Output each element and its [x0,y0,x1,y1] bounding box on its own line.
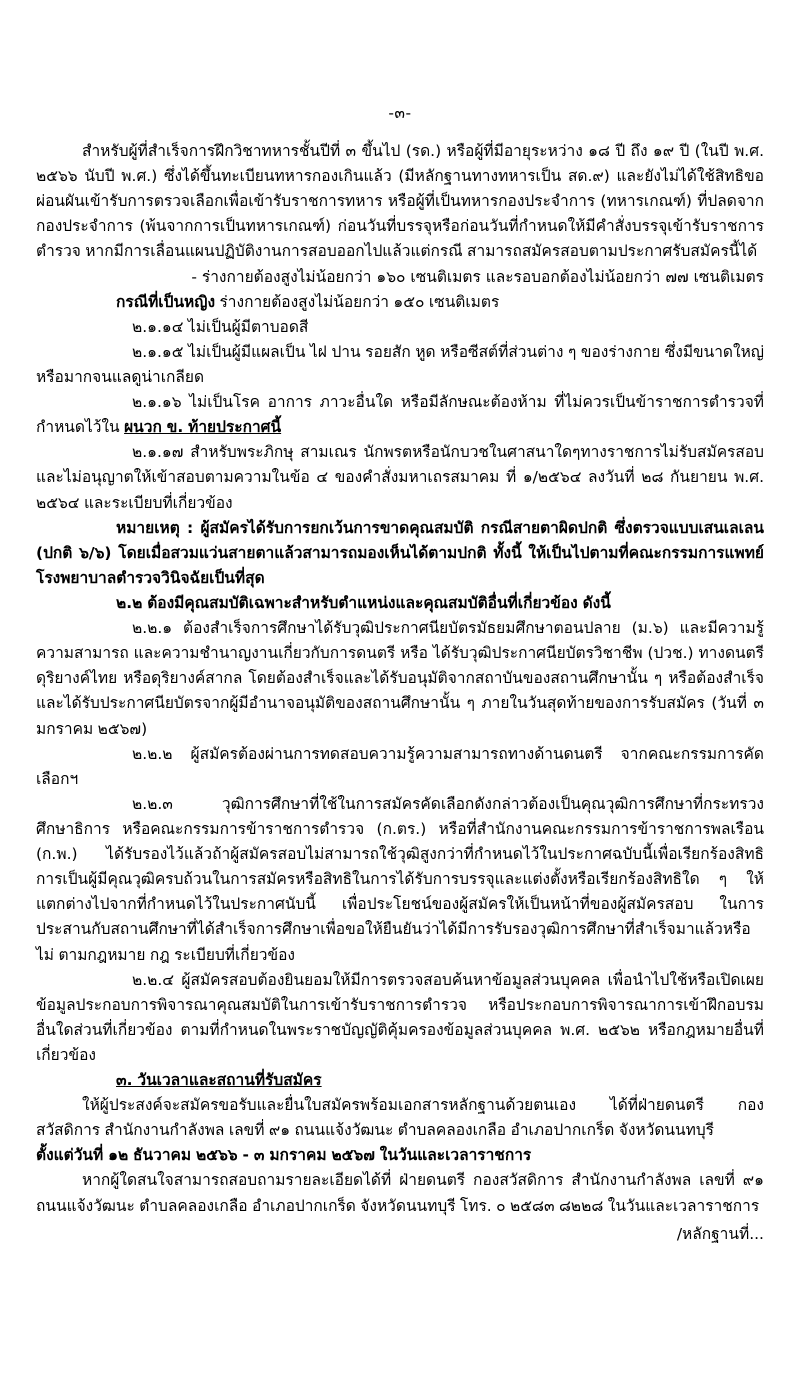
paragraph-2-2-2: ๒.๒.๒ ผู้สมัครต้องผ่านการทดสอบความรู้ความสามารถทางด้านดนตรี จากคณะกรรมการคัดเลือกฯ [36,744,764,788]
heading-2-2-specific-qualifications: ๒.๒ ต้องมีคุณสมบัติเฉพาะสำหรับตำแหน่งและคุณสมบัติอื่นที่เกี่ยวข้อง ดังนี้ [116,593,611,612]
paragraph-2-1-16-text-before: ๒.๑.๑๖ ไม่เป็นโรค อาการ ภาวะอื่นใด หรือมีลักษณะต้องห้าม ที่ไม่ควรเป็นข้าราชการตำรวจที่กำหนดไว้ใน [36,393,764,437]
paragraph-application-period: ตั้งแต่วันที่ ๑๒ ธันวาคม ๒๕๖๖ - ๓ มกราคม ๒๕๖๗ ในวันและเวลาราชการ [36,1146,532,1165]
page-number: -๓- [388,104,412,122]
female-case-text: ร่างกายต้องสูงไม่น้อยกว่า ๑๕๐ เซนติเมตร [215,292,500,311]
paragraph-intro-military-training: สำหรับผู้ที่สำเร็จการฝึกวิชาทหารชั้นปีที่ ๓ ขึ้นไป (รด.) หรือผู้ที่มีอายุระหว่าง ๑๘ ปี ถึง ๑๙ ปี (ในปี พ.ศ. ๒๕๖๖ นับปี พ.ศ.) ซึ่งได้ขึ้นทะเบียนทหารกองเกินแล้ว (มีหลักฐานทางทหารเป็น สด.๙) และยังไม่ได้ใช้สิทธิขอผ่อนผันเข้ารับการตรวจเลือกเพื่อเข้ารับราชการทหาร หรือผู้ที่เป็นทหารกองประจำการ (ทหารเกณฑ์) ที่ปลดจากกองประจำการ (พ้นจากการเป็นทหารเกณฑ์) ก่อนวันที่บรรจุหรือก่อนวันที่กำหนดให้มีคำสั่งบรรจุเข้ารับราชการตำรวจ หากมีการเลื่อนแผนปฏิบัติงานการสอบออกไปแล้วแต่กรณี สามารถสมัครสอบตามประกาศรับสมัครนี้ได้ [36,142,764,261]
paragraph-2-1-17: ๒.๑.๑๗ สำหรับพระภิกษุ สามเณร นักพรตหรือนักบวชในศาสนาใดๆทางราชการไม่รับสมัครสอบและไม่อนุญาตให้เข้าสอบตามความในข้อ ๔ ของคำสั่งมหาเถรสมาคม ที่ ๑/๒๕๖๔ ลงวันที่ ๒๘ กันยายน พ.ศ. ๒๕๖๔ และระเบียบที่เกี่ยวข้อง [36,443,764,512]
heading-3-application-date-place: ๓. วันเวลาและสถานที่รับสมัคร [116,1071,322,1090]
paragraph-2-1-16 [36,390,764,440]
paragraph-contact-info: หากผู้ใดสนใจสามารถสอบถามรายละเอียดได้ที่ ฝ่ายดนตรี กองสวัสดิการ สำนักงานกำลังพล เลขที่ ๙๑ ถนนแจ้งวัฒนะ ตำบลคลองเกลือ อำเภอปากเกร็ด จังหวัดนนทบุรี โทร. ๐ ๒๕๘๓ ๘๒๒๘ ในวันและเวลาราชการ [36,1171,764,1215]
paragraph-2-2-1: ๒.๒.๑ ต้องสำเร็จการศึกษาได้รับวุฒิประกาศนียบัตรมัธยมศึกษาตอนปลาย (ม.๖) และมีความรู้ความสามารถ และความชำนาญงานเกี่ยวกับการดนตรี หรือ ได้รับวุฒิประกาศนียบัตรวิชาชีพ (ปวช.) ทางดนตรีดุริยางค์ไทย หรือดุริยางค์สากล โดยต้องสำเร็จและได้รับอนุมัติจากสถาบันของสถานศึกษานั้น ๆ หรือต้องสำเร็จและได้รับประกาศนียบัตรจากผู้มีอำนาจอนุมัติของสถานศึกษานั้น ๆ ภายในวันสุดท้ายของการรับสมัคร (วันที่ ๓ มกราคม ๒๕๖๗) [36,619,764,738]
paragraph-application-location: ให้ผู้ประสงค์จะสมัครขอรับและยื่นใบสมัครพร้อมเอกสารหลักฐานด้วยตนเอง ได้ที่ฝ่ายดนตรี กองสวัสดิการ สำนักงานกำลังพล เลขที่ ๙๑ ถนนแจ้งวัฒนะ ตำบลคลองเกลือ อำเภอปากเกร็ด จังหวัดนนทบุรี [36,1096,764,1140]
paragraph-2-2-4: ๒.๒.๔ ผู้สมัครสอบต้องยินยอมให้มีการตรวจสอบค้นหาข้อมูลส่วนบุคคล เพื่อนำไปใช้หรือเปิดเผยข้อมูลประกอบการพิจารณาคุณสมบัติในการเข้ารับราชการตำรวจ หรือประกอบการพิจารณาการเข้าฝึกอบรมอื่นใดส่วนที่เกี่ยวข้อง ตามที่กำหนดในพระราชบัญญัติคุ้มครองข้อมูลส่วนบุคคล พ.ศ. ๒๕๖๒ หรือกฎหมายอื่นที่เกี่ยวข้อง [36,970,764,1064]
female-case-label: กรณีที่เป็นหญิง [116,292,216,311]
paragraph-2-1-15: ๒.๑.๑๕ ไม่เป็นผู้มีแผลเป็น ไฝ ปาน รอยสัก หูด หรือซีสต์ที่ส่วนต่าง ๆ ของร่างกาย ซึ่งมีขนาดใหญ่หรือมากจนแลดูน่าเกลียด [36,342,764,386]
annex-kho-reference-link[interactable]: ผนวก ข. ท้ายประกาศนี้ [124,418,282,437]
paragraph-note-colorblind-exception: หมายเหตุ : ผู้สมัครได้รับการยกเว้นการขาดคุณสมบัติ กรณีสายตาผิดปกติ ซึ่งตรวจแบบเสนเลเลน (ปกติ ๖/๖) โดยเมื่อสวมแว่นสายตาแล้วสามารถมองเห็นได้ตามปกติ ทั้งนี้ ให้เป็นไปตามที่คณะกรรมการแพทย์โรงพยาบาลตำรวจวินิจฉัยเป็นที่สุด [36,518,764,587]
paragraph-height-requirement-female [36,290,764,315]
paragraph-2-2-3: ๒.๒.๓ วุฒิการศึกษาที่ใช้ในการสมัครคัดเลือกดังกล่าวต้องเป็นคุณวุฒิการศึกษาที่กระทรวงศึกษาธิการ หรือคณะกรรมการข้าราชการตำรวจ (ก.ตร.) หรือที่สำนักงานคณะกรรมการข้าราชการพลเรือน (ก.พ.) ได้รับรองไว้แล้วถ้าผู้สมัครสอบไม่สามารถใช้วุฒิสูงกว่าที่กำหนดไว้ในประกาศฉบับนี้เพื่อเรียกร้องสิทธิการเป็นผู้มีคุณวุฒิครบถ้วนในการสมัครหรือสิทธิในการได้รับการบรรจุและแต่งตั้งหรือเรียกร้องสิทธิใด ๆ ให้แตกต่างไปจากที่กำหนดไว้ในประกาศนับนี้ เพื่อประโยชน์ของผู้สมัครให้เป็นหน้าที่ของผู้สมัครสอบ ในการประสานกับสถานศึกษาที่ได้สำเร็จการศึกษาเพื่อขอให้ยืนยันว่าได้มีการรับรองวุฒิการศึกษาที่สำเร็จมาแล้วหรือไม่ ตามกฎหมาย กฎ ระเบียบที่เกี่ยวข้อง [36,794,764,964]
paragraph-height-requirement-male: - ร่างกายต้องสูงไม่น้อยกว่า ๑๖๐ เซนติเมตร และรอบอกต้องไม่น้อยกว่า ๗๗ เซนติเมตร [191,267,764,286]
page-continuation-note: /หลักฐานที่... [676,1224,764,1243]
paragraph-2-1-14: ๒.๑.๑๔ ไม่เป็นผู้มีตาบอดสี [132,317,309,336]
